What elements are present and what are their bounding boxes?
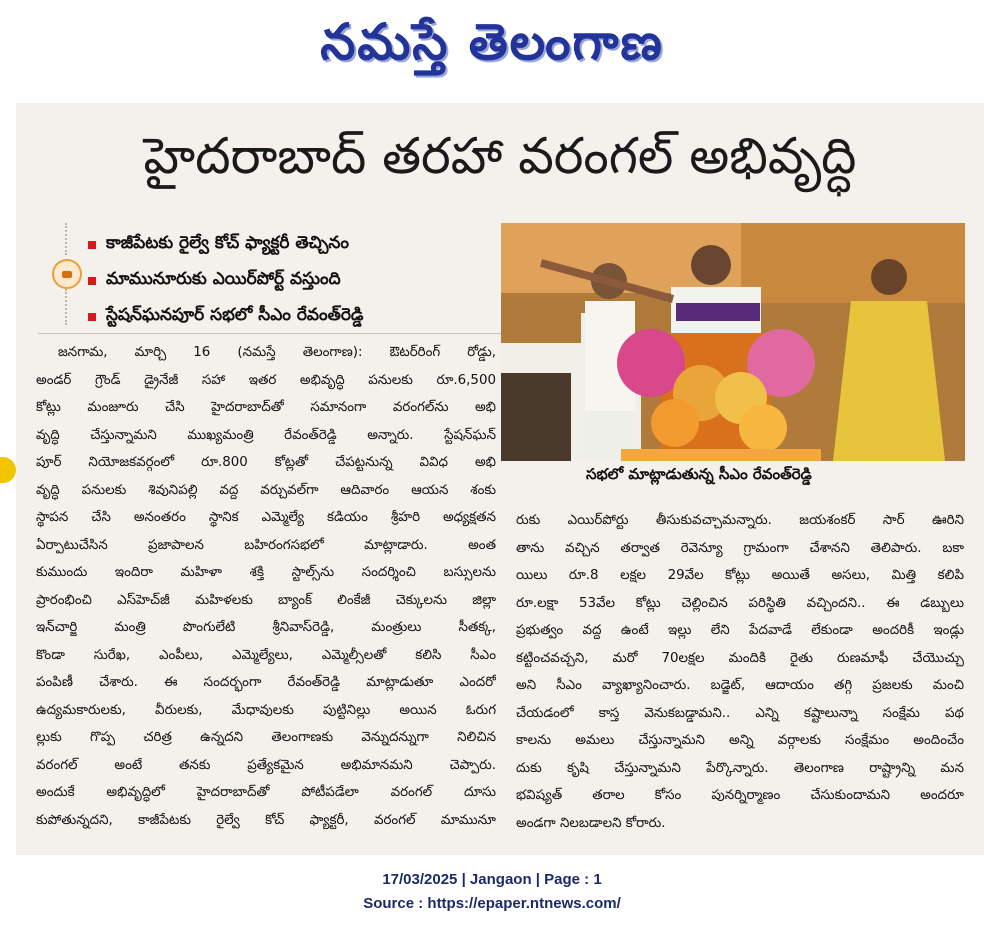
text-line: ఇన్‌చార్జి మంత్రి పొంగులేటి శ్రీనివాస్‌రెడ్డి, మంత్రులు సీతక్క, — [36, 620, 496, 635]
article-column-left — [36, 339, 496, 834]
page-footer — [0, 868, 984, 916]
text-line: పంపిణీ చేశారు. ఈ సందర్భంగా రేవంత్‌రెడ్డి మాట్లాడుతూ ఎందరో — [36, 675, 496, 690]
text-line: వృద్ధి పనులకు శివునిపల్లి వద్ద వర్చువల్‌గా ఆదివారం ఆయన శంకు — [36, 482, 496, 498]
text-line: ప్రభుత్వం వద్ద ఉంటే ఇల్లు లేని పేదవాడే లేకుండా అందరికీ ఇండ్లు — [516, 623, 964, 638]
dotted-line-bottom — [65, 289, 67, 325]
text-line: ఉద్యమకారులకు, వీరులకు, మేధావులకు పుట్టినిల్లు అయిన ఓరుగ — [36, 702, 496, 718]
text-line: రూ.లక్షా 53వేల కోట్లు చెల్లించిన పరిస్థితి వచ్చిందని.. ఈ డబ్బులు — [516, 595, 964, 611]
bullet-square-icon — [88, 241, 96, 249]
text-line: వరంగల్ అంటే తనకు ప్రత్యేకమైన అభిమానమని చెప్పారు. — [36, 757, 496, 773]
text-line: జనగామ, మార్చి 16 (నమస్తే తెలంగాణ): ఔటర్‌రింగ్ రోడ్డు, — [58, 345, 496, 360]
bullet-square-icon — [88, 313, 96, 321]
text-line: కొండా సురేఖ, ఎంపీలు, ఎమ్మెల్యేలు, ఎమ్మెల్సీలతో కలిసి సీఎం — [36, 647, 496, 663]
article-column-right — [516, 507, 964, 837]
text-line: ప్రారంభించి ఎస్‌హెచ్‌జీ మహిళలకు బ్యాంక్ లింకేజీ చెక్కులను జిల్లా — [36, 592, 496, 608]
text-line: కోట్లు మంజూరు చేసి హైదరాబాద్‌తో సమానంగా వరంగల్‌ను అభి — [36, 400, 496, 415]
article-headline: హైదరాబాద్ తరహా వరంగల్ అభివృద్ధి — [143, 127, 857, 185]
text-line: చేయడంలో కాస్త వెనుకబడ్డామని.. ఎన్ని కష్టాలున్నా సంక్షేమ పథ — [516, 705, 964, 721]
highlight-item: కాజీపేటకు రైల్వే కోచ్ ఫ్యాక్టరీ తెచ్చినం — [88, 227, 508, 263]
divider — [38, 333, 508, 334]
highlight-item: మామునూరుకు ఎయిర్‌పోర్ట్ వస్తుంది — [88, 263, 508, 299]
text-line: పూర్ నియోజకవర్గంలో రూ.800 కోట్లతో చేపట్టనున్న వివిధ అభి — [36, 455, 496, 470]
text-line: వృద్ధి చేస్తున్నామని ముఖ్యమంత్రి రేవంత్‌రెడ్డి అన్నారు. స్టేషన్‌ఘన్ — [36, 427, 496, 443]
text-line: ల్లుకు గొప్ప చరిత్ర ఉన్నదని తెలంగాణకు వెన్నుదన్నుగా నిలిచిన — [36, 730, 496, 745]
highlight-item: స్టేషన్‌ఘనపూర్ సభలో సీఎం రేవంత్‌రెడ్డి — [88, 299, 508, 335]
text-line: స్థాపన చేసి అనంతరం స్థానిక ఎమ్మెల్యే కడియం శ్రీహరి అధ్యక్షతన — [36, 510, 496, 525]
bullet-square-icon — [88, 277, 96, 285]
highlights-list — [88, 227, 508, 335]
text-line: రుకు ఎయిర్‌పోర్టు తీసుకువచ్చామన్నారు. జయశంకర్ సార్ ఊరిని — [516, 513, 964, 528]
text-line: కుముందు ఇందిరా మహిళా శక్తి స్టాల్స్‌ను సందర్శించి బస్సులను — [36, 565, 496, 580]
text-line: తాను వచ్చిన తర్వాత రెవెన్యూ గ్రామంగా చేశానని తెలిపారు. బకా — [516, 540, 964, 556]
masthead-logo: నమస్తే తెలంగాణ — [320, 12, 664, 71]
news-clipping — [16, 103, 984, 855]
text-line: కట్టించవచ్చని, మరో 70లక్షల మందికి రైతు రుణమాఫీ చేయొచ్చు — [516, 650, 964, 666]
text-line: అండగా నిలబడాలని కోరారు. — [516, 815, 666, 831]
edition-info: 17/03/2025 | Jangaon | Page : 1 — [382, 871, 602, 888]
masthead — [0, 0, 984, 96]
text-line: ఏర్పాటుచేసిన ప్రజాపాలన బహిరంగసభలో మాట్లాడారు. అంత — [36, 537, 496, 553]
text-line: అండర్ గ్రౌండ్ డ్రైనేజీ సహా ఇతర అభివృద్ధి పనులకు రూ.6,500 — [36, 372, 496, 388]
article-photo — [501, 223, 965, 461]
text-line: దుకు కృషి చేస్తున్నామని పేర్కొన్నారు. తెలంగాణ రాష్ట్రాన్ని మన — [516, 760, 964, 776]
text-line: భవిష్యత్ తరాల కోసం పునర్నిర్మాణం చేసుకుందామని అందరూ — [516, 788, 964, 803]
photo-caption: సభలో మాట్లాడుతున్న సీఎం రేవంత్‌రెడ్డి — [586, 465, 812, 483]
text-line: కాలను అమలు చేస్తున్నామని అన్ని వర్గాలకు సంక్షేమం అందించేం — [516, 733, 964, 748]
text-line: యిలు రూ.8 లక్షల 29వేల కోట్లు అయితే అసలు, మిత్తి కలిపి — [516, 568, 964, 583]
dotted-line-top — [65, 223, 67, 255]
text-line: అందుకే అభివృద్ధిలో హైదరాబాద్‌తో పోటీపడేలా వరంగల్ దూసు — [36, 785, 496, 800]
text-line: కుపోతున్నదని, కాజీపేటకు రైల్వే కోచ్ ఫ్యాక్టరీ, వరంగల్ మామునూ — [36, 812, 496, 828]
edge-marker-icon — [0, 457, 16, 483]
source-link[interactable]: Source : https://epaper.ntnews.com/ — [363, 895, 621, 912]
location-pin-icon — [52, 259, 82, 289]
text-line: అని సీఎం వ్యాఖ్యానించారు. బడ్జెట్, ఆదాయం తగ్గి ప్రజలకు మంచి — [516, 678, 964, 693]
